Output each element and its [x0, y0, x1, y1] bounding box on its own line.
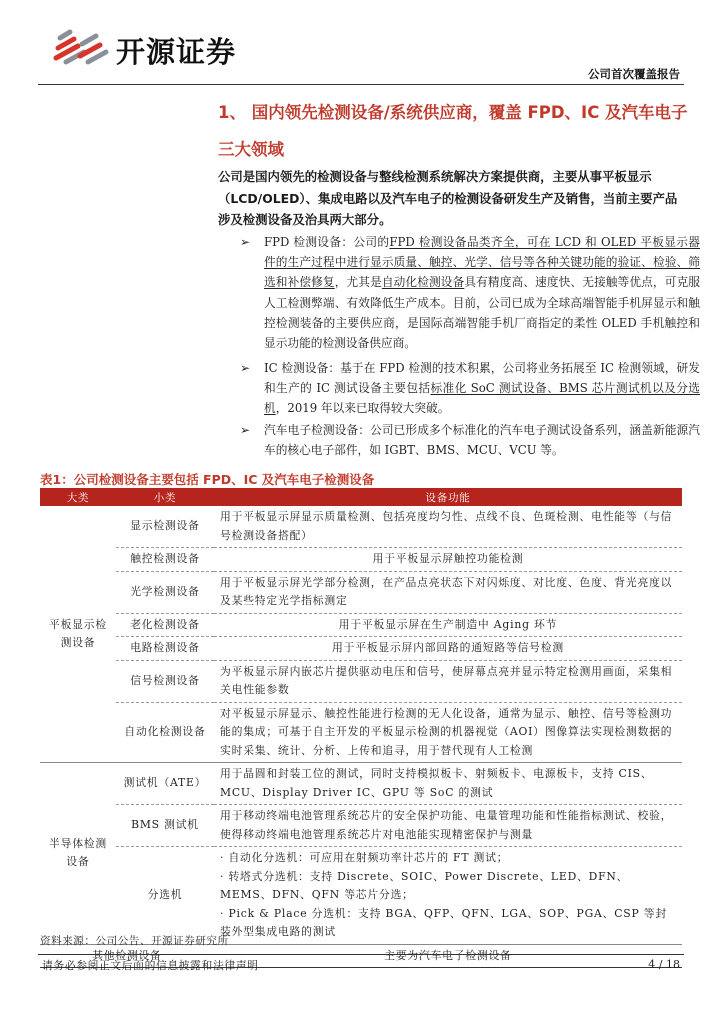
table-row [40, 548, 682, 572]
subcategory-cell: 光学检测设备 [116, 571, 214, 613]
bullet-text-part: 具有精度高、速度快、无接触等优点，可克服人工检测弊端、有效降低生产成本。目前，公司已成为全球高端智能手机屏显示和触控检测装备的主要供应商，是国际高端智能手机厂商指定的柔性 OLED 手机触控和显示功能的检测设备供应商。 [264, 275, 700, 351]
function-line: · 转塔式分选机：支持 Discrete、SOIC、Power Discrete、LED、DFN、MEMS、DFN、QFN 等芯片分选； [220, 869, 629, 901]
bullet-underlined-text: FPD 检测设备品类齐全，可在 LCD 和 OLED 平板显示器件的生产过程中进行显示质量、触控、光学、信号等各种关键功能的验证、检验、筛选和补偿修复 [264, 235, 700, 290]
subcategory-cell: 显示检测设备 [116, 506, 214, 548]
brand-name: 开源证券 [116, 35, 237, 69]
bullet-text-part: IC 检测设备：基于在 FPD 检测的技术积累，公司将业务拓展至 IC 检测领域，研发和生产的 IC 测试设备主要包括 [264, 361, 700, 396]
function-cell: 用于平板显示屏内部回路的通短路等信号检测 [214, 637, 682, 661]
table-row [40, 847, 682, 945]
bullet-text-part: ，尤其是 [334, 275, 382, 290]
subcategory-cell: 电路检测设备 [116, 637, 214, 661]
bullet-text [264, 232, 700, 353]
bullet-underlined-text: 标准化 SoC 测试设备、BMS 芯片测试机以及分选机 [264, 381, 700, 416]
bullet-text-part: ，2019 年以来已取得较大突破。 [275, 401, 450, 416]
table-row [40, 571, 682, 613]
header-divider [38, 84, 684, 85]
subcategory-cell: 测试机（ATE） [116, 763, 214, 805]
company-logo [52, 26, 262, 68]
section-title: 1、 国内领先检测设备/系统供应商，覆盖 FPD、IC 及汽车电子 [218, 103, 688, 122]
arrow-bullet-icon: ➢ [240, 235, 251, 249]
table-header-cell: 设备功能 [214, 488, 682, 506]
subcategory-cell: 老化检测设备 [116, 613, 214, 637]
logo-mark-icon [52, 26, 112, 68]
report-type-label: 公司首次覆盖报告 [588, 67, 680, 81]
function-cell: 主要为汽车电子检测设备 [214, 944, 682, 968]
bullet-text-part: FPD 检测设备：公司的 [264, 235, 390, 249]
function-cell: 用于平板显示屏显示质量检测、包括亮度均匀性、点线不良、色斑检测、电性能等（与信号检测设备搭配） [214, 506, 682, 548]
table-row [40, 506, 682, 548]
footer-divider [38, 954, 684, 955]
subcategory-cell: 信号检测设备 [116, 660, 214, 702]
bullet-text: 汽车电子检测设备：公司已形成多个标准化的汽车电子测试设备系列，涵盖新能源汽车的核心电子部件，如 IGBT、BMS、MCU、VCU 等。 [264, 423, 700, 458]
table-row [40, 763, 682, 805]
subcategory-cell: BMS 测试机 [116, 805, 214, 847]
bullet-text [264, 358, 700, 419]
table-row [40, 702, 682, 763]
subcategory-cell: 自动化检测设备 [116, 702, 214, 763]
function-line: · 自动化分选机：可应用在射频功率计芯片的 FT 测试； [220, 851, 509, 864]
function-cell: 用于平板显示屏在生产制造中 Aging 环节 [214, 613, 682, 637]
equipment-table [40, 488, 682, 968]
function-cell [214, 847, 682, 945]
category-cell: 半导体检测设备 [40, 763, 116, 945]
function-cell: 用于移动终端电池管理系统芯片的安全保护功能、电量管理功能和性能指标测试、校验，使得移动终端电池管理系统芯片对电池能实现精密保护与测量 [214, 805, 682, 847]
table-header-row [40, 488, 682, 506]
table-row [40, 660, 682, 702]
table-row [40, 805, 682, 847]
table-header-cell: 小类 [116, 488, 214, 506]
function-cell: 用于平板显示屏光学部分检测，在产品点亮状态下对闪烁度、对比度、色度、背光亮度以及某些特定光学指标测定 [214, 571, 682, 613]
table-title: 表1：公司检测设备主要包括 FPD、IC 及汽车电子检测设备 [40, 472, 375, 487]
footer-disclaimer: 请务必参阅正文后面的信息披露和法律声明 [42, 959, 259, 972]
subcategory-cell: 触控检测设备 [116, 548, 214, 572]
function-cell: 对平板显示屏显示、触控性能进行检测的无人化设备，通常为显示、触控、信号等检测功能的集成；可基于自主开发的平板显示检测的机器视觉（AOI）图像算法实现检测数据的实时采集、统计、分析、上传和追寻，用于替代现有人工检测 [214, 702, 682, 763]
page-number: 4 / 18 [648, 958, 680, 971]
intro-paragraph: 公司是国内领先的检测设备与整线检测系统解决方案提供商，主要从事平板显示（LCD/OLED）、集成电路以及汽车电子的检测设备研发生产及销售，当前主要产品涉及检测设备及治具两大部分。 [218, 169, 678, 227]
arrow-bullet-icon: ➢ [240, 361, 251, 375]
function-cell: 用于平板显示屏触控功能检测 [214, 548, 682, 572]
section-title-continued: 三大领域 [218, 140, 284, 159]
category-cell: 其他检测设备 [40, 944, 214, 968]
table-header-cell: 大类 [40, 488, 116, 506]
function-cell: 为平板显示屏内嵌芯片提供驱动电压和信号，使屏幕点亮并显示特定检测用画面，采集相关电性能参数 [214, 660, 682, 702]
bullet-underlined-text: 自动化检测设备 [381, 275, 465, 290]
function-cell: 用于晶圆和封装工位的测试，同时支持模拟板卡、射频板卡、电源板卡，支持 CIS、MCU、Display Driver IC、GPU 等 SoC 的测试 [214, 763, 682, 805]
arrow-bullet-icon: ➢ [240, 423, 251, 437]
table-row [40, 613, 682, 637]
category-cell: 平板显示检测设备 [40, 506, 116, 763]
table-row [40, 637, 682, 661]
subcategory-cell: 分选机 [116, 847, 214, 945]
function-line: · Pick & Place 分选机：支持 BGA、QFP、QFN、LGA、SOP、PGA、CSP 等封装外型集成电路的测试 [220, 906, 667, 938]
source-note: 资料来源：公司公告、开源证券研究所 [40, 935, 229, 947]
